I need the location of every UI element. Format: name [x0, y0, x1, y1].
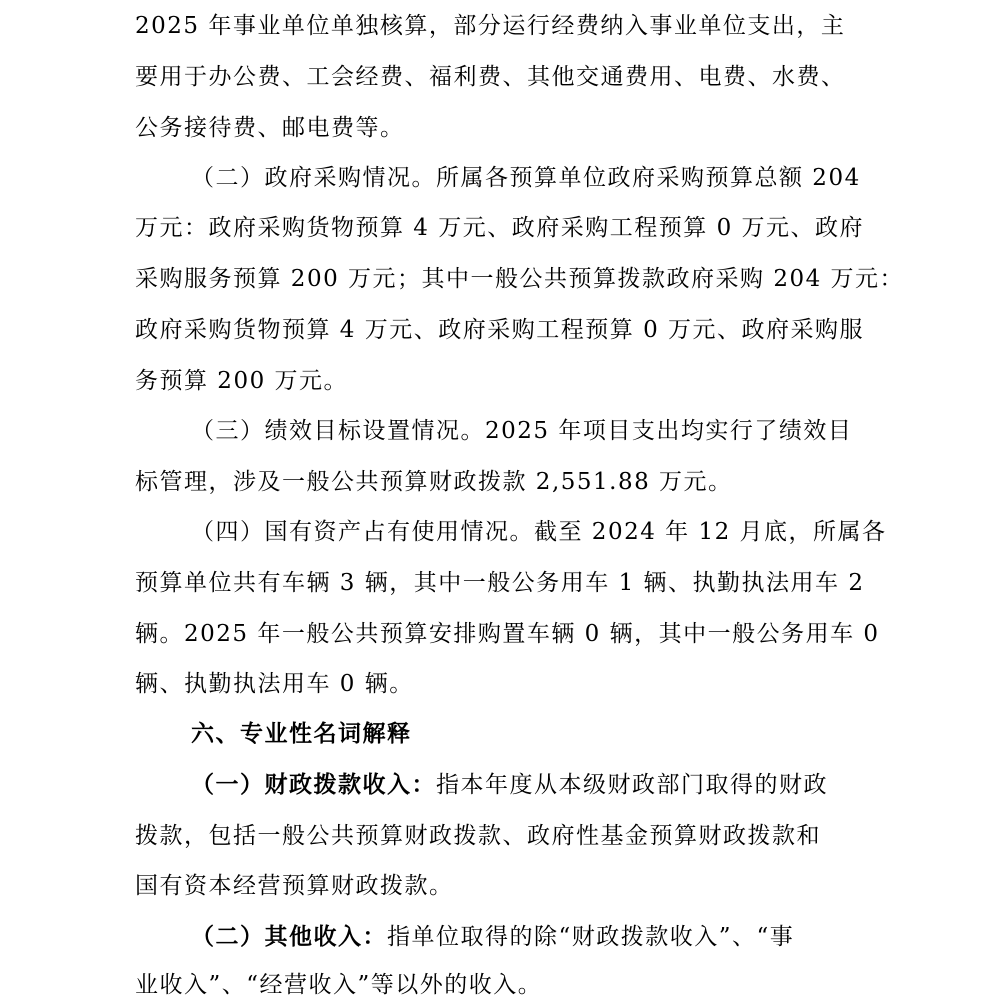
paragraph-line: 国有资本经营预算财政拨款。: [135, 873, 454, 899]
paragraph-line: 预算单位共有车辆 3 辆，其中一般公务用车 1 辆、执勤执法用车 2: [135, 570, 865, 596]
paragraph-text: 指单位取得的除“财政拨款收入”、“事: [387, 924, 795, 950]
section-number: （四）: [191, 519, 265, 545]
paragraph-line: 辆。2025 年一般公共预算安排购置车辆 0 辆，其中一般公务用车 0: [135, 621, 880, 647]
term-label: （二）其他收入：: [191, 923, 387, 950]
paragraph-line: 采购服务预算 200 万元；其中一般公共预算拨款政府采购 204 万元：: [135, 266, 905, 292]
paragraph-line: [191, 512, 887, 552]
paragraph-line: 公务接待费、邮电费等。: [135, 115, 405, 141]
paragraph-line: [191, 411, 852, 451]
paragraph-line: 政府采购货物预算 4 万元、政府采购工程预算 0 万元、政府采购服: [135, 317, 865, 343]
section-number: （三）: [191, 418, 265, 444]
paragraph-line: 辆、执勤执法用车 0 辆。: [135, 671, 414, 697]
paragraph-text: 绩效目标设置情况。2025 年项目支出均实行了绩效目: [264, 418, 853, 444]
paragraph-text: 指本年度从本级财政部门取得的财政: [436, 772, 828, 798]
paragraph-text: 政府采购情况。所属各预算单位政府采购预算总额 204: [264, 165, 861, 191]
paragraph-line: [191, 917, 794, 957]
paragraph-line: 2025 年事业单位单独核算，部分运行经费纳入事业单位支出，主: [135, 13, 846, 39]
paragraph-line: 要用于办公费、工会经费、福利费、其他交通费用、电费、水费、: [135, 64, 846, 90]
paragraph-text: 国有资产占有使用情况。截至 2024 年 12 月底，所属各: [264, 519, 887, 545]
paragraph-line: 拨款，包括一般公共预算财政拨款、政府性基金预算财政拨款和: [135, 823, 821, 849]
paragraph-line: 标管理，涉及一般公共预算财政拨款 2,551.88 万元。: [135, 469, 733, 495]
term-label: （一）财政拨款收入：: [191, 771, 436, 798]
paragraph-line: [191, 765, 828, 805]
section-number: （二）: [191, 165, 265, 191]
paragraph-line: 务预算 200 万元。: [135, 368, 349, 394]
paragraph-line: 万元：政府采购货物预算 4 万元、政府采购工程预算 0 万元、政府: [135, 215, 865, 241]
section-heading: 六、专业性名词解释: [191, 720, 412, 747]
paragraph-line: 业收入”、“经营收入”等以外的收入。: [135, 972, 543, 998]
paragraph-line: [191, 158, 861, 198]
